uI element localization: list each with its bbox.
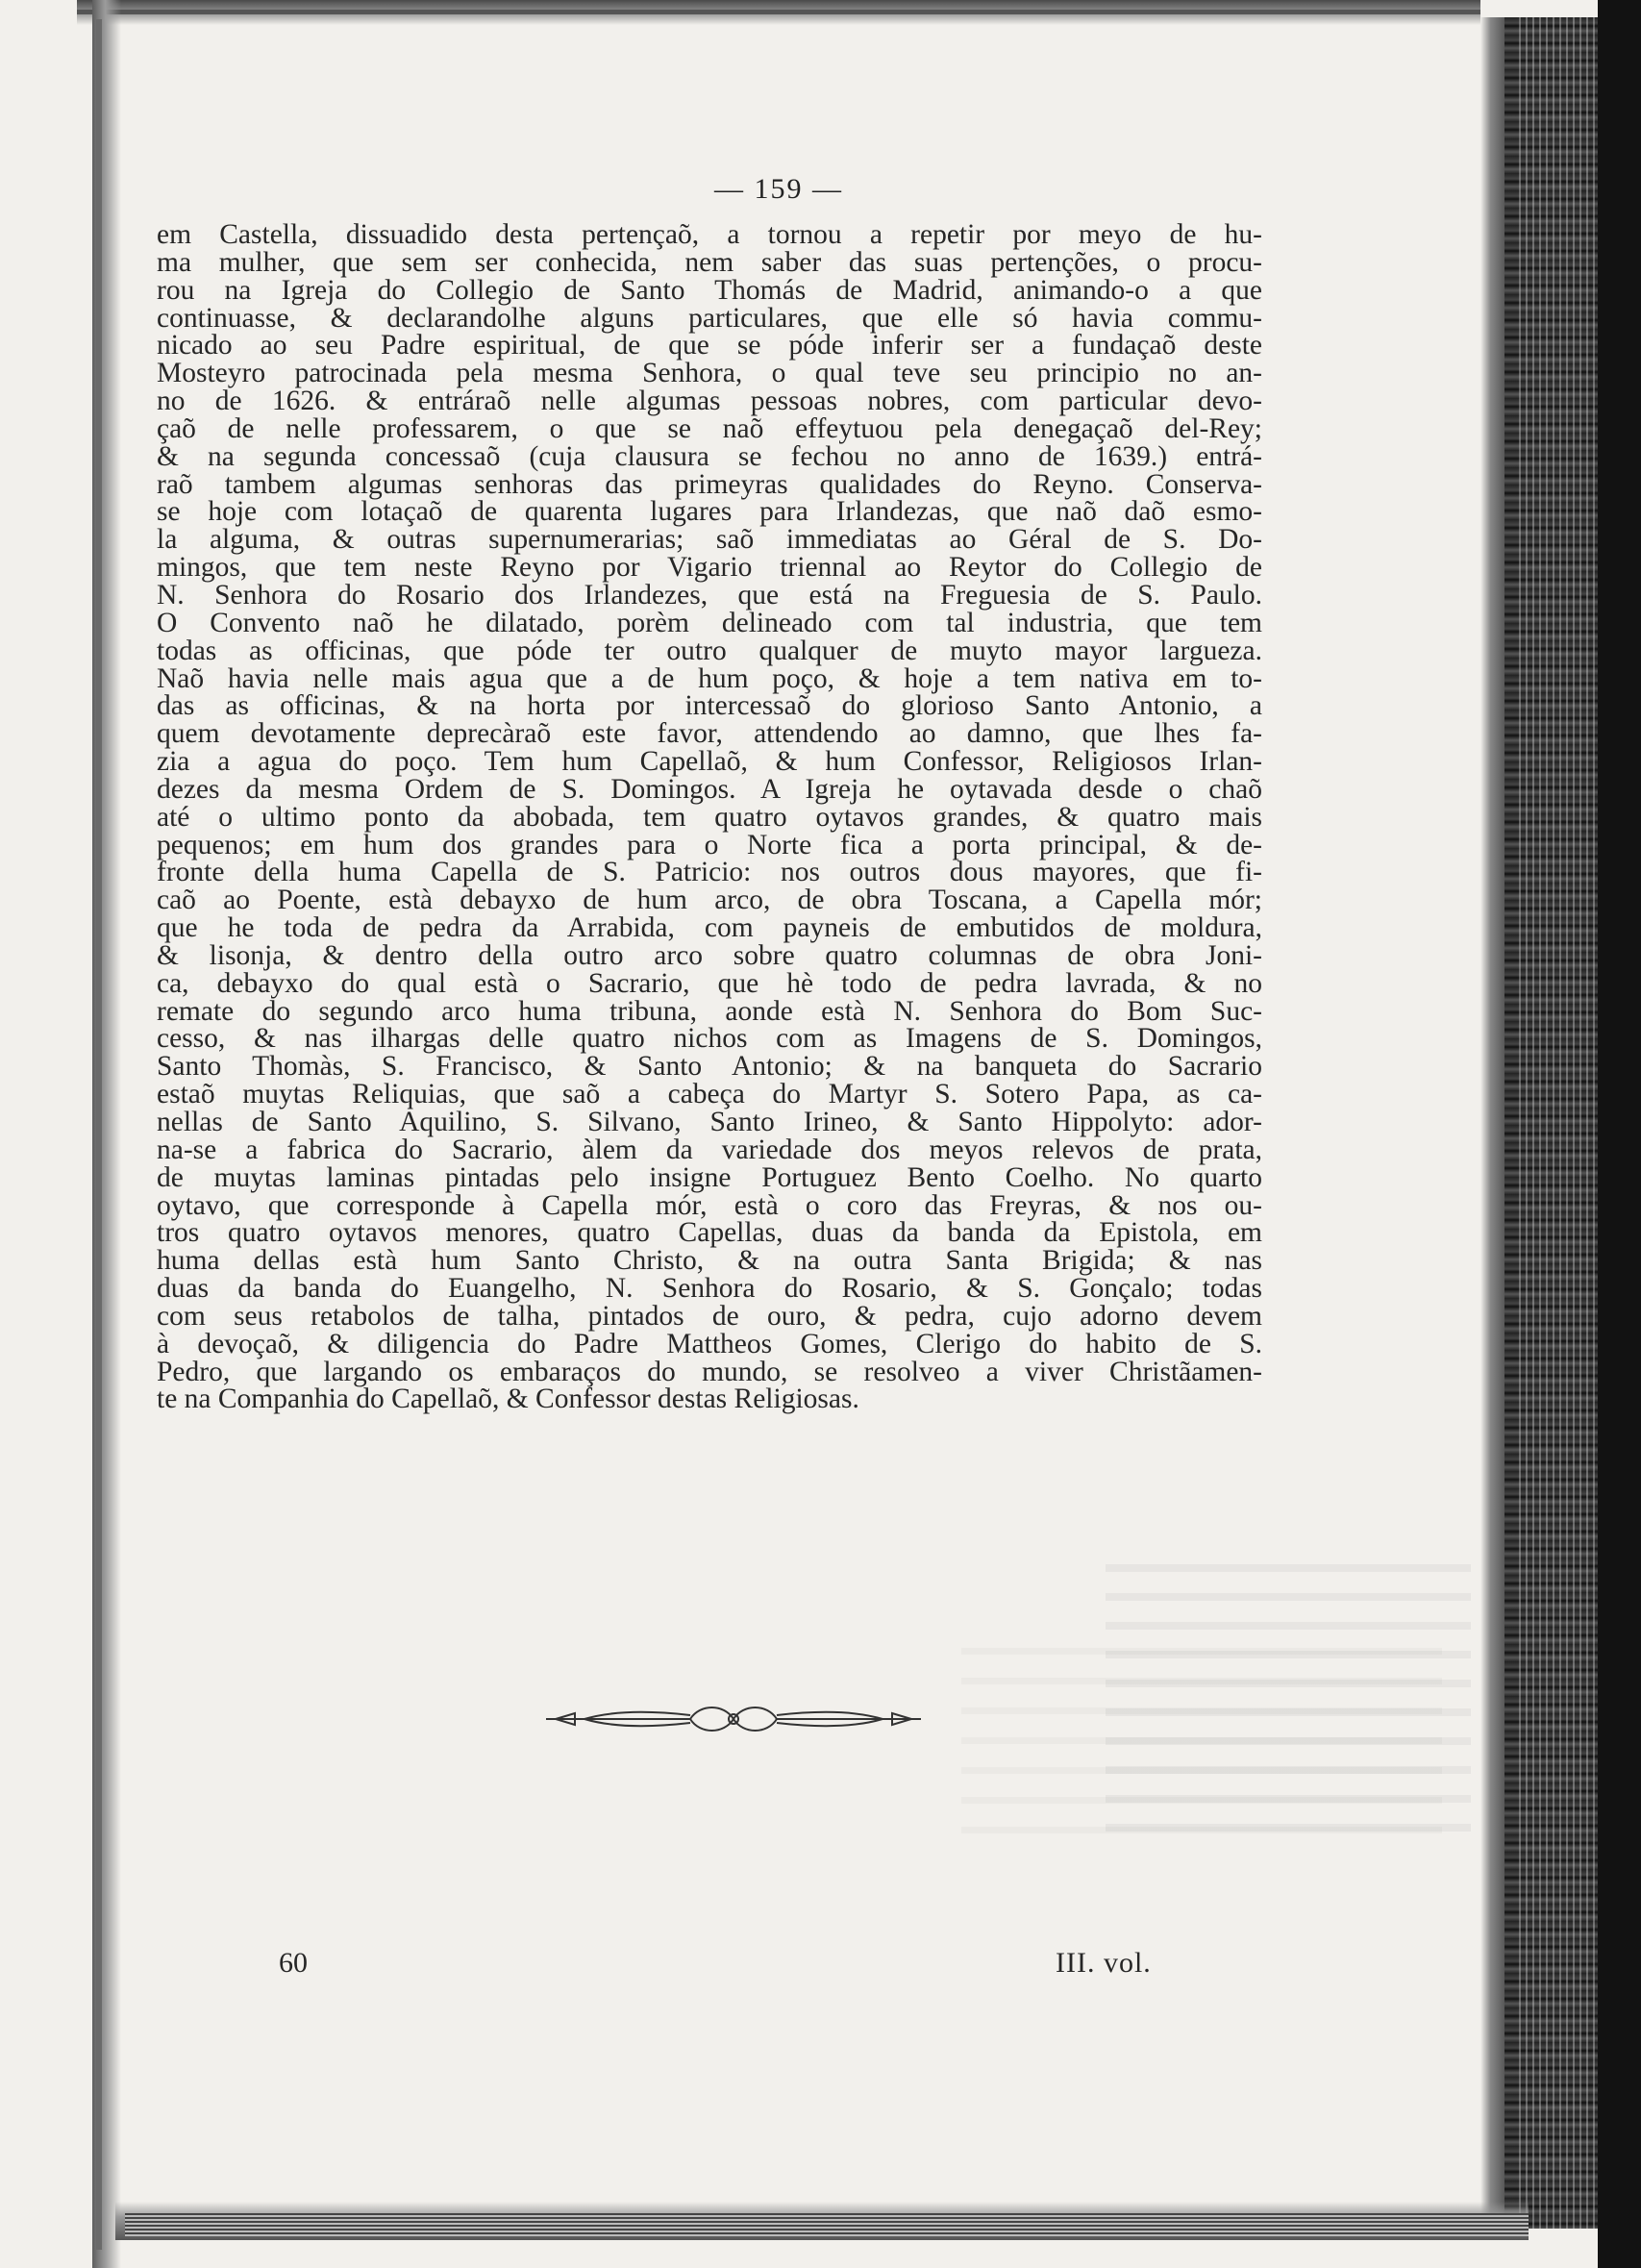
text-line: ma mulher, que sem ser conhecida, nem saber das suas pertenções, o procu-	[157, 246, 1262, 278]
ornament-divider	[546, 1700, 921, 1738]
text-line: nellas de Santo Aquilino, S. Silvano, Santo Irineo, & Santo Hippolyto: ador-	[157, 1107, 1262, 1137]
text-line: Naõ havia nelle mais agua que a de hum poço, & hoje a tem nativa em to-	[157, 662, 1262, 694]
top-page-edge	[77, 10, 1480, 14]
text-line: à devoçaõ, & diligencia do Padre Mattheos Gomes, Clerigo do habito de S.	[157, 1328, 1262, 1359]
text-line: em Castella, dissuadido desta pertençaõ, a tornou a repetir por meyo de hu-	[157, 219, 1262, 250]
signature-mark: 60	[279, 1947, 308, 1979]
gutter-shadow	[1480, 17, 1505, 2229]
text-line: oytavo, que corresponde à Capella mór, està o coro das Freyras, & nos ou-	[157, 1189, 1262, 1221]
body-text	[157, 221, 1262, 1413]
text-line: ca, debayxo do qual està o Sacrario, que hè todo de pedra lavrada, & no	[157, 967, 1262, 999]
text-line: çaõ de nelle professarem, o que se naõ effeytuou pela denegaçaõ del-Rey;	[157, 412, 1262, 444]
text-line: N. Senhora do Rosario dos Irlandezes, que está na Freguesia de S. Paulo.	[157, 579, 1262, 611]
page-number: — 159 —	[714, 173, 843, 205]
text-line: O Convento naõ he dilatado, porèm delineado com tal industria, que tem	[157, 607, 1262, 638]
text-line: raõ tambem algumas senhoras das primeyras qualidades do Reyno. Conserva-	[157, 468, 1262, 500]
text-line: nicado ao seu Padre espiritual, de que se póde inferir ser a fundaçaõ deste	[157, 330, 1262, 361]
text-line: tros quatro oytavos menores, quatro Capellas, duas da banda da Epistola, em	[157, 1217, 1262, 1249]
volume-mark: III. vol.	[1056, 1947, 1152, 1979]
text-line: até o ultimo ponto da abobada, tem quatro oytavos grandes, & quatro mais	[157, 801, 1262, 833]
text-line: caõ ao Poente, està debayxo de hum arco, de obra Toscana, a Capella mór;	[157, 885, 1262, 916]
text-line: com seus retabolos de talha, pintados de ouro, & pedra, cujo adorno devem	[157, 1300, 1262, 1332]
text-line: zia a agua do poço. Tem hum Capellaõ, & hum Confessor, Religiosos Irlan-	[157, 746, 1262, 778]
text-line: & lisonja, & dentro della outro arco sobre quatro columnas de obra Joni-	[157, 939, 1262, 971]
text-line: no de 1626. & entráraõ nelle algumas pessoas nobres, com particular devo-	[157, 386, 1262, 417]
text-line: mingos, que tem neste Reyno por Vigario triennal ao Reytor do Collegio de	[157, 552, 1262, 584]
text-line: huma dellas està hum Santo Christo, & na outra Santa Brigida; & nas	[157, 1245, 1262, 1277]
text-line: remate do segundo arco huma tribuna, aonde està N. Senhora do Bom Suc-	[157, 995, 1262, 1027]
text-line: na-se a fabrica do Sacrario, àlem da variedade dos meyos relevos de prata,	[157, 1134, 1262, 1165]
text-line: rou na Igreja do Collegio de Santo Thomás de Madrid, animando-o a que	[157, 274, 1262, 306]
text-line: se hoje com lotaçaõ de quarenta lugares para Irlandezas, que naõ daõ esmo-	[157, 496, 1262, 528]
text-line: dezes da mesma Ordem de S. Domingos. A Igreja he oytavada desde o chaõ	[157, 773, 1262, 805]
text-line: pequenos; em hum dos grandes para o Norte fica a porta principal, & de-	[157, 829, 1262, 860]
text-line: & na segunda concessaõ (cuja clausura se fechou no anno de 1639.) entrá-	[157, 440, 1262, 472]
text-line: todas as officinas, que póde ter outro qualquer de muyto mayor largueza.	[157, 635, 1262, 666]
left-page-edge	[96, 19, 102, 2250]
text-line: continuasse, & declarandolhe alguns particulares, que elle só havia commu-	[157, 302, 1262, 334]
text-line: quem devotamente deprecàraõ este favor, attendendo ao damno, que lhes fa-	[157, 718, 1262, 750]
text-line: Mosteyro patrocinada pela mesma Senhora, o qual teve seu principio no an-	[157, 358, 1262, 389]
text-line: te na Companhia do Capellaõ, & Confessor destas Religiosas.	[157, 1383, 859, 1415]
text-line: la alguma, & outras supernumerarias; saõ immediatas ao Géral de S. Do-	[157, 524, 1262, 556]
text-line: estaõ muytas Reliquias, que saõ a cabeça do Martyr S. Sotero Papa, as ca-	[157, 1079, 1262, 1110]
text-line: Santo Thomàs, S. Francisco, & Santo Antonio; & na banqueta do Sacrario	[157, 1051, 1262, 1083]
page-edge-stack	[1519, 17, 1605, 2229]
bleed-through-text	[961, 1625, 1442, 1836]
scan-border	[1598, 0, 1641, 2268]
bottom-page-edges	[125, 2213, 1529, 2236]
text-line: cesso, & nas ilhargas delle quatro nichos com as Imagens de S. Domingos,	[157, 1023, 1262, 1055]
text-line: duas da banda do Euangelho, N. Senhora do Rosario, & S. Gonçalo; todas	[157, 1273, 1262, 1305]
text-line: fronte della huma Capella de S. Patricio: nos outros dous mayores, que fi-	[157, 857, 1262, 888]
text-line: que he toda de pedra da Arrabida, com payneis de embutidos de moldura,	[157, 912, 1262, 944]
text-line: Pedro, que largando os embaraços do mundo, se resolveo a viver Christãamen-	[157, 1356, 1262, 1387]
text-line: das as officinas, & na horta por intercessaõ do glorioso Santo Antonio, a	[157, 690, 1262, 722]
text-line: de muytas laminas pintadas pelo insigne Portuguez Bento Coelho. No quarto	[157, 1161, 1262, 1193]
